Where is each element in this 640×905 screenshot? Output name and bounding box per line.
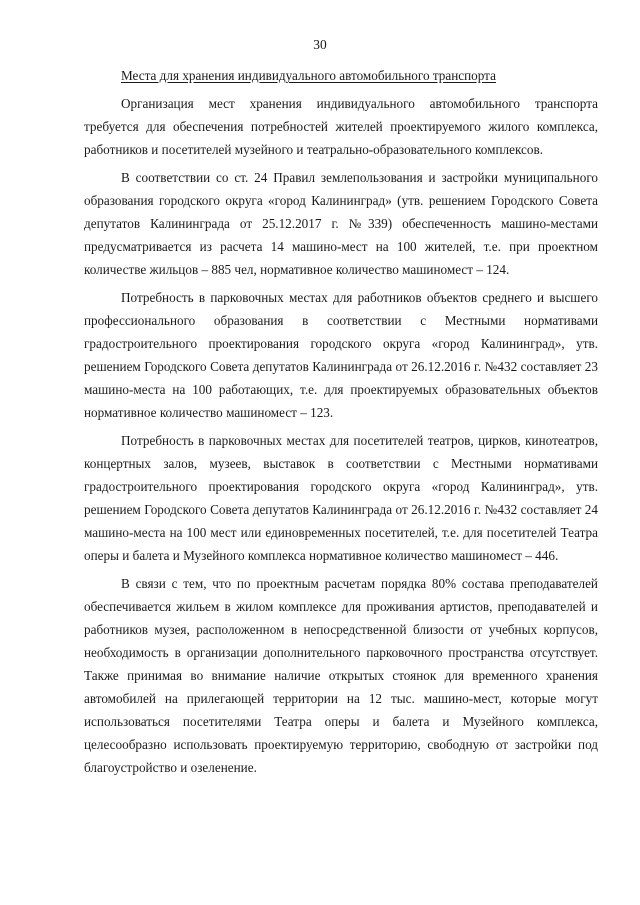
section-heading: Места для хранения индивидуального автомобильного транспорта: [121, 68, 496, 83]
paragraph-parking-requirement: Организация мест хранения индивидуального автомобильного транспорта требуется для обеспечения потребностей жителей проектируемого жилого комплекса, работников и посетителей музейного и театрально-образовательного комплексов.: [84, 96, 598, 157]
paragraph-visitors-norm: Потребность в парковочных местах для посетителей театров, цирков, кинотеатров, концертных залов, музеев, выставок в соответствии с Местными нормативами градостроительного проектирования городского округа «город Калининград», утв. решением Городского Совета депутатов Калининграда от 26.12.2016 г. №432 составляет 24 машино-места на 100 мест или единовременных посетителей, т.е. для посетителей Театра оперы и балета и Музейного комплекса нормативное количество машиномест – 446.: [84, 433, 598, 563]
paragraph-workers-norm: Потребность в парковочных местах для работников объектов среднего и высшего профессионального образования в соответствии с Местными нормативами градостроительного проектирования городского округа «город Калининград», утв. решением Городского Совета депутатов Калининграда от 26.12.2016 г. №432 составляет 23 машино-места на 100 работающих, т.е. для проектируемых образовательных объектов нормативное количество машиномест – 123.: [84, 290, 598, 420]
document-body: [84, 64, 598, 784]
paragraph-residents-norm: В соответствии со ст. 24 Правил землепользования и застройки муниципального образования городского округа «город Калининград» (утв. решением Городского Совета депутатов Калининграда от 25.12.2017 г. №339) обеспеченность машино-местами предусматривается из расчета 14 машино-мест на 100 жителей, т.е. при проектном количестве жильцов – 885 чел, нормативное количество машиномест – 124.: [84, 170, 598, 277]
page-number: 30: [313, 37, 327, 52]
paragraph-conclusion: В связи с тем, что по проектным расчетам порядка 80% состава преподавателей обеспечивается жильем в жилом комплексе для проживания артистов, преподавателей и работников музея, расположенном в непосредственной близости от учебных корпусов, необходимость в организации дополнительного парковочного пространства отсутствует. Также принимая во внимание наличие открытых стоянок для временного хранения автомобилей на прилегающей территории на 12 тыс. машино-мест, которые могут использоваться посетителями Театра оперы и балета и Музейного комплекса, целесообразно использовать проектируемую территорию, свободную от застройки под благоустройство и озеленение.: [84, 576, 598, 775]
